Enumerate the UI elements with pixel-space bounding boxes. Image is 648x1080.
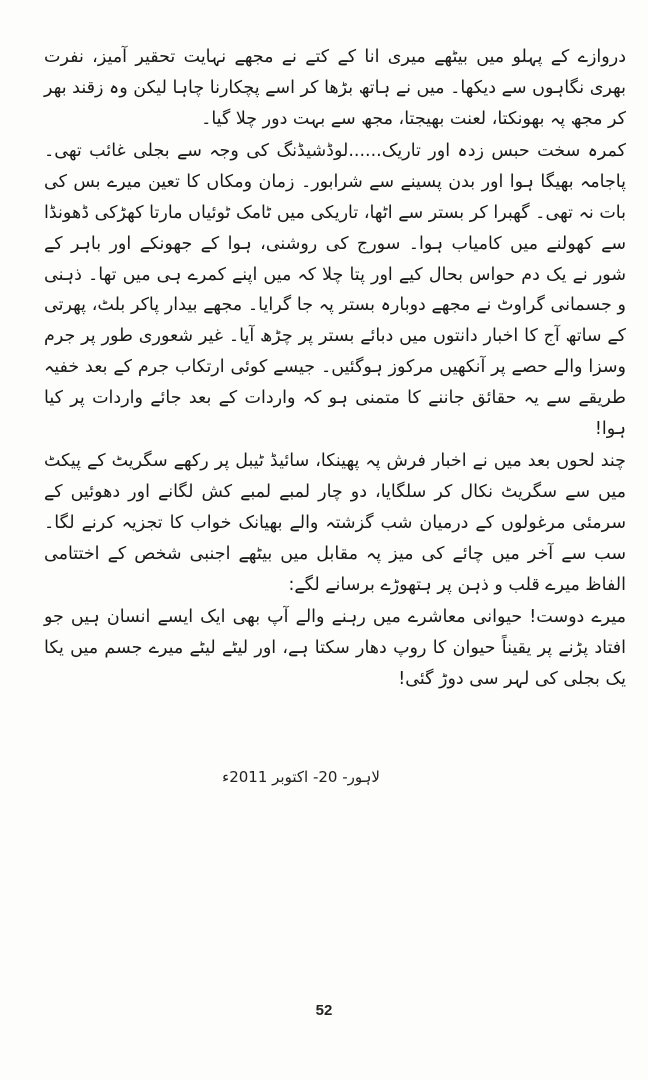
paragraph-2: کمرہ سخت حبس زدہ اور تاریک......لوڈشیڈنگ کی وجہ سے بجلی غائب تھی۔ پاجامہ بھیگا ہوا اور بدن پسینے سے شرابور۔ زمان ومکاں کا تعین میرے بس کی بات نہ تھی۔ گھبرا کر بستر سے اٹھا، تاریکی میں ٹامک ٹوئیاں مارتا کھڑکی ڈھونڈا سے کھولنے میں کامیاب ہوا۔ سورج کی روشنی، ہوا کے جھونکے اور باہر کے شور نے یک دم حواس بحال کیے اور پتا چلا کہ میں اپنے کمرے ہی میں تھا۔ ذہنی و جسمانی گراوٹ نے مجھے دوبارہ بستر پہ جا گرایا۔ مجھے بیدار پاکر بلٹ، پھرتی کے ساتھ آج کا اخبار دانتوں میں دبائے بستر پر چڑھ آیا۔ غیر شعوری طور پر جرم وسزا والے حصے پر آنکھیں مرکوز ہوگئیں۔ جیسے کوئی ارتکاب جرم کے بعد خفیہ طریقے سے یہ حقائق جاننے کا متمنی ہو کہ واردات کے بعد جائے واردات پر کیا ہوا!	[44, 141, 626, 439]
paragraph-4: میرے دوست! حیوانی معاشرے میں رہنے والے آپ بھی ایک ایسے انسان ہیں جو افتاد پڑنے پر یقیناً حیوان کا روپ دھار سکتا ہے، اور لیٹے لیٹے میرے جسم میں یکا یک بجلی کی لہر سی دوڑ گئی!	[44, 607, 626, 689]
place-date-line: لاہور- 20- اکتوبر 2011ء	[222, 768, 380, 786]
paragraph-3: چند لحوں بعد میں نے اخبار فرش پہ پھینکا، سائیڈ ٹیبل پر رکھے سگریٹ کے پیکٹ میں سے سگریٹ نکال کر سلگایا، دو چار لمبے لمبے کش لگانے اور دھوئیں کے سرمئی مرغولوں کے درمیان شب گزشتہ والے بھیانک خواب کا تجزیہ کرنے لگا۔ سب سے آخر میں چائے کی میز پہ مقابل میں بیٹھے اجنبی شخص کے اختتامی الفاظ میرے قلب و ذہن پر ہتھوڑے برسانے لگے:	[44, 451, 626, 595]
page-number: 52	[315, 1002, 333, 1019]
paragraph-1: دروازے کے پہلو میں بیٹھے میری انا کے کتے نے مجھے نہایت تحقیر آمیز، نفرت بھری نگاہوں سے دیکھا۔ میں نے ہاتھ بڑھا کر اسے پچکارنا چاہا لیکن وہ زقند بھر کر مجھ پہ بھونکتا، لعنت بھیجتا، مجھ سے بہت دور چلا گیا۔	[44, 47, 626, 129]
story-text	[44, 42, 626, 695]
